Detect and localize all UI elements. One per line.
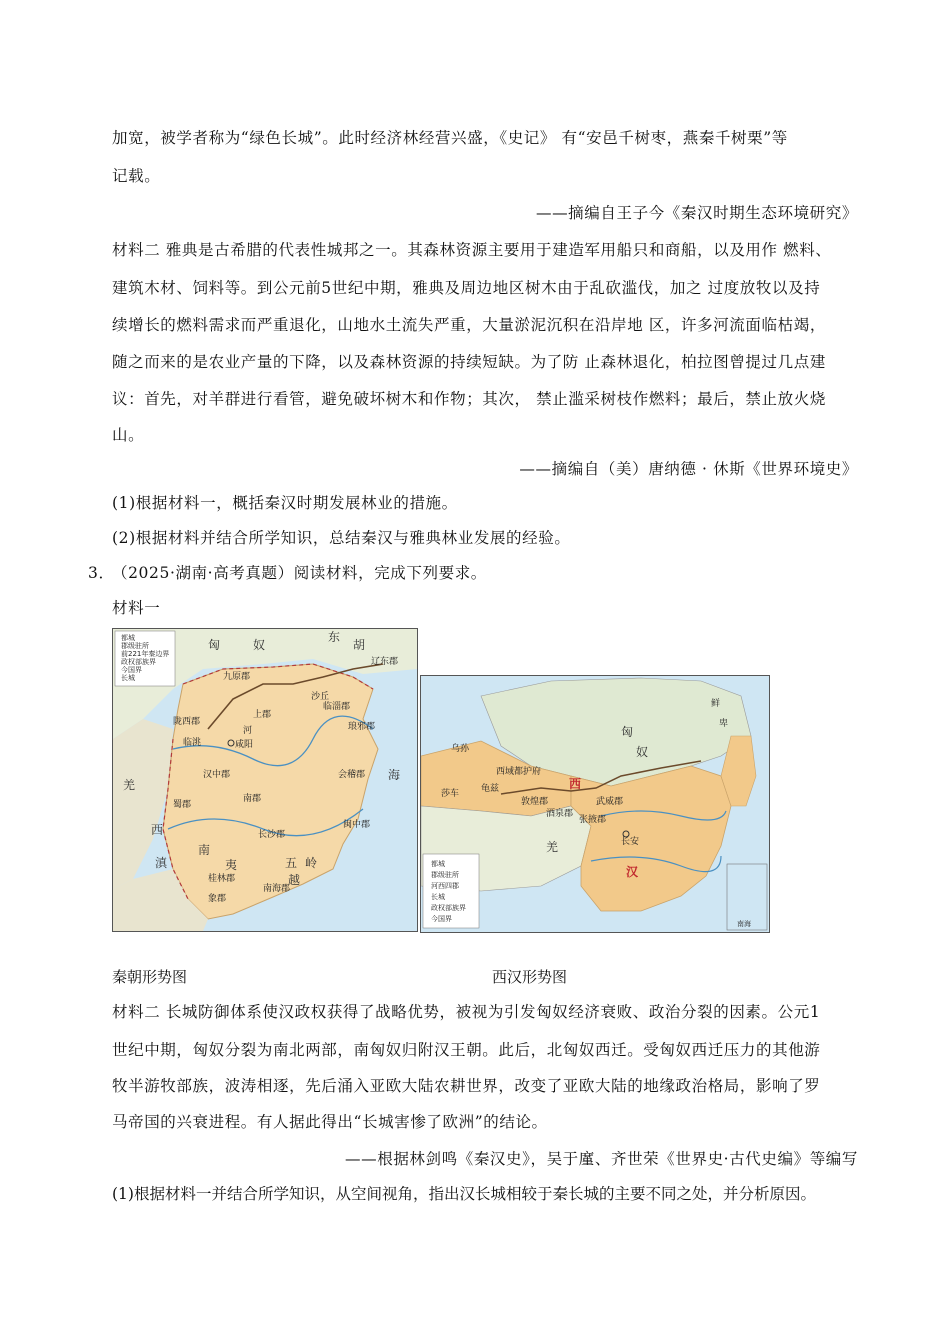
qin-label: 夷 <box>225 858 238 872</box>
q2-material2-line: 议：首先，对羊群进行看管，避免破坏树木和作物；其次， 禁止滥采树枝作燃料；最后，禁止放火烧 <box>112 390 826 408</box>
han-label: 长安 <box>621 837 640 847</box>
han-label: 酒泉郡 <box>546 809 574 819</box>
q3-material2-source: ——根据林剑鸣《秦汉史》，吴于廑、齐世荣《世界史·古代史编》等编写 <box>345 1150 858 1168</box>
qin-legend-item: 都城 <box>121 634 135 642</box>
han-legend-item: 郡级驻所 <box>431 871 459 879</box>
qin-label: 海 <box>388 768 401 782</box>
qin-label: 岭 <box>305 856 318 870</box>
qin-label: 闽中郡 <box>343 820 371 830</box>
qin-legend-item: 今国界 <box>121 666 142 674</box>
q2-material2-line: 材料二 雅典是古希腊的代表性城邦之一。其森林资源主要用于建造军用船只和商船，以及用作 燃料、 <box>112 241 832 259</box>
qin-label: 南郡 <box>243 794 262 804</box>
material1-line1: 加宽，被学者称为“绿色长城”。此时经济林经营兴盛，《史记》 有“安邑千树枣，燕秦千树栗”等 <box>112 129 788 147</box>
q3-header: （2025·湖南·高考真题）阅读材料，完成下列要求。 <box>112 564 487 582</box>
han-map-caption: 西汉形势图 <box>492 968 568 986</box>
q2-material2-line: 建筑木材、饲料等。到公元前5世纪中期，雅典及周边地区树木由于乱砍滥伐，加之 过度放牧以及持 <box>112 279 821 297</box>
q3-material1-label: 材料一 <box>112 599 161 617</box>
qin-legend-item: 前221年秦边界 <box>121 650 170 658</box>
han-label: 鲜 <box>711 699 721 709</box>
qin-label: 临洮 <box>183 738 202 748</box>
qin-dynasty-map <box>112 628 418 932</box>
qin-label: 长沙郡 <box>258 830 286 840</box>
q2-question-2: (2)根据材料并结合所学知识，总结秦汉与雅典林业发展的经验。 <box>112 529 571 547</box>
han-legend-item: 都城 <box>431 860 445 868</box>
q2-question-1: (1)根据材料一，概括秦汉时期发展林业的措施。 <box>112 494 458 512</box>
q2-material2-line: 续增长的燃料需求而严重退化，山地水土流失严重，大量淤泥沉积在沿岸地 区，许多河流面临枯竭， <box>112 316 826 334</box>
qin-legend-item: 长城 <box>121 674 135 682</box>
q2-material2-source: ——摘编自（美）唐纳德 · 休斯《世界环境史》 <box>519 460 858 478</box>
qin-legend-item: 政权部族界 <box>121 658 156 666</box>
qin-label: 咸阳 <box>235 740 254 750</box>
q2-material2-line: 山。 <box>112 426 145 444</box>
han-legend-item: 长城 <box>431 893 445 901</box>
q3-material2-line: 牧半游牧部族，波涛相逐，先后涌入亚欧大陆农耕世界，改变了亚欧大陆的地缘政治格局，影响了罗 <box>112 1077 821 1095</box>
qin-label: 河 <box>243 726 253 736</box>
qin-label: 奴 <box>253 638 266 652</box>
qin-label: 东 <box>328 630 341 644</box>
han-label: 武威郡 <box>596 797 624 807</box>
q3-question-1: (1)根据材料一并结合所学知识，从空间视角，指出汉长城相较于秦长城的主要不同之处，并分析原因。 <box>112 1185 816 1203</box>
qin-label: 胡 <box>353 638 366 652</box>
han-label: 匈 <box>621 725 634 739</box>
han-legend-item: 政权部族界 <box>431 904 466 912</box>
qin-label: 五 <box>285 856 298 870</box>
qin-label: 南 <box>198 843 211 857</box>
han-legend-item: 今国界 <box>431 915 452 923</box>
q3-material2-line: 马帝国的兴衰进程。有人据此得出“长城害惨了欧洲”的结论。 <box>112 1113 548 1131</box>
q3-number: 3． <box>88 564 115 582</box>
han-label: 莎车 <box>441 789 460 799</box>
han-label: 卑 <box>719 719 729 729</box>
qin-label: 九原郡 <box>223 672 251 682</box>
qin-label: 琅邪郡 <box>348 722 376 732</box>
q3-material2-line: 世纪中期，匈奴分裂为南北两部，南匈奴归附汉王朝。此后，北匈奴西迁。受匈奴西迁压力的其他游 <box>112 1041 821 1059</box>
han-label: 张掖郡 <box>579 815 607 825</box>
han-label: 奴 <box>636 745 649 759</box>
qin-label: 临淄郡 <box>323 702 351 712</box>
qin-label: 南海郡 <box>263 884 291 894</box>
qin-label: 陇西郡 <box>173 717 201 727</box>
qin-legend-item: 郡级驻所 <box>121 642 149 650</box>
qin-label: 上郡 <box>253 710 272 720</box>
qin-label: 滇 <box>155 856 168 870</box>
han-label: 羌 <box>546 840 559 854</box>
qin-label: 越 <box>288 873 301 887</box>
q2-material2-line: 随之而来的是农业产量的下降，以及森林资源的持续短缺。为了防 止森林退化，柏拉图曾提过几点建 <box>112 353 826 371</box>
qin-label: 西 <box>151 823 164 837</box>
qin-label: 象郡 <box>208 894 227 904</box>
material1-line2: 记载。 <box>112 167 161 185</box>
qin-label: 汉中郡 <box>203 770 231 780</box>
qin-label: 沙丘 <box>311 692 330 702</box>
qin-label: 桂林郡 <box>208 874 236 884</box>
han-label: 龟兹 <box>481 784 500 794</box>
han-label: 汉 <box>626 865 639 879</box>
qin-label: 蜀郡 <box>173 800 192 810</box>
western-han-map <box>420 675 770 933</box>
qin-label: 会稽郡 <box>338 770 366 780</box>
han-label: 西域都护府 <box>496 767 542 777</box>
q3-material2-line: 材料二 长城防御体系使汉政权获得了战略优势，被视为引发匈奴经济衰败、政治分裂的因素。公元1 <box>112 1003 821 1021</box>
han-label: 乌孙 <box>451 744 470 754</box>
han-label: 敦煌郡 <box>521 797 549 807</box>
qin-label: 匈 <box>208 638 221 652</box>
qin-map-caption: 秦朝形势图 <box>112 968 188 986</box>
material1-source: ——摘编自王子今《秦汉时期生态环境研究》 <box>535 204 858 222</box>
han-legend-item: 河西四郡 <box>431 882 459 890</box>
han-label: 南海 <box>737 920 751 928</box>
qin-label: 辽东郡 <box>371 657 399 667</box>
han-label: 西 <box>569 777 582 791</box>
qin-label: 羌 <box>123 778 136 792</box>
